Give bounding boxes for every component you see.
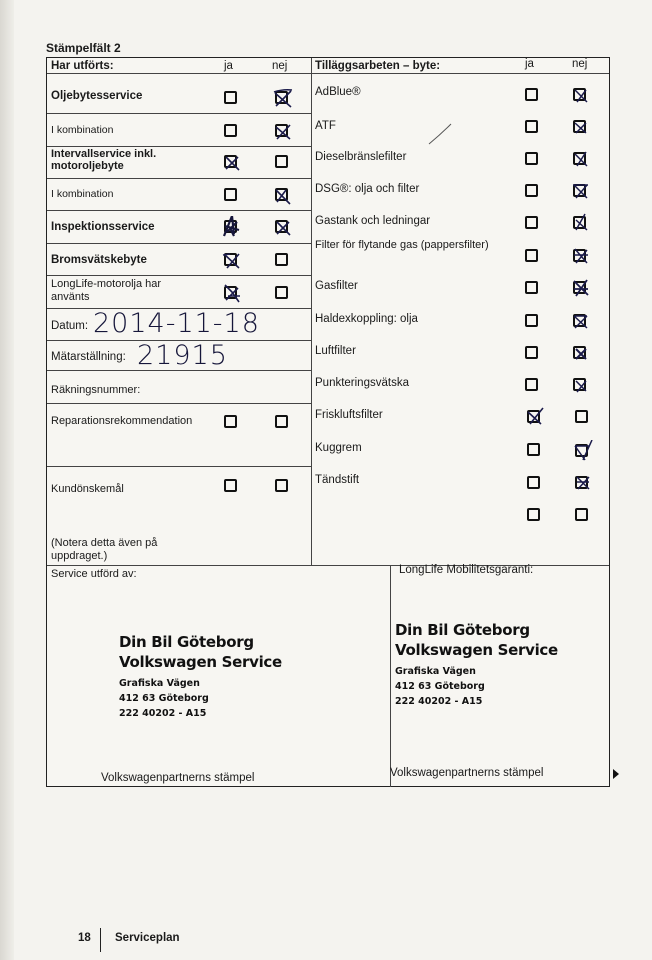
section-heading: Stämpelfält 2 <box>46 41 121 55</box>
check-mark-icon <box>222 249 242 271</box>
row-divider <box>47 466 311 467</box>
page-binding-edge <box>0 0 14 960</box>
checkbox-nej[interactable] <box>573 378 586 391</box>
checkbox-ja[interactable] <box>525 184 538 197</box>
checkbox-nej[interactable] <box>573 120 586 133</box>
pen-stroke-mark <box>427 122 455 146</box>
stamp-code: 222 40202 - A15 <box>119 708 207 719</box>
checkbox-ja[interactable] <box>525 152 538 165</box>
checkbox-ja[interactable] <box>224 253 237 266</box>
checkbox-ja[interactable] <box>525 249 538 262</box>
checkbox-nej[interactable] <box>573 216 586 229</box>
checkbox-ja[interactable] <box>527 410 540 423</box>
check-mark-icon <box>571 342 591 364</box>
header-divider <box>47 73 609 74</box>
checkbox-nej[interactable] <box>573 281 586 294</box>
row-label: Tändstift <box>315 474 360 486</box>
row-label: I kombination <box>51 124 114 136</box>
row-label: Gasfilter <box>315 280 358 292</box>
row-label: Filter för flytande gas (pappersfilter) <box>315 239 489 251</box>
checkbox-nej[interactable] <box>573 346 586 359</box>
check-mark-icon <box>571 212 591 234</box>
check-mark-icon <box>571 180 591 202</box>
row-label: ATF <box>315 120 336 132</box>
checkbox-nej[interactable] <box>575 444 588 457</box>
partner-stamp-caption-right: Volkswagenpartnerns stämpel <box>390 767 544 779</box>
stamp-brand: Volkswagen Service <box>119 653 282 671</box>
row-divider <box>47 146 311 147</box>
row-label: Haldexkoppling: olja <box>315 313 418 325</box>
check-mark-icon <box>273 216 293 238</box>
note-text: (Notera detta även på uppdraget.) <box>51 537 158 562</box>
matarstallning-handwritten-value: 21915 <box>137 340 228 371</box>
footer-section-label: Serviceplan <box>115 932 180 944</box>
row-divider <box>47 113 311 114</box>
checkbox-nej[interactable] <box>275 188 288 201</box>
checkbox-ja[interactable] <box>527 508 540 521</box>
checkbox-nej[interactable] <box>573 152 586 165</box>
check-mark-icon <box>571 148 591 170</box>
checkbox-ja[interactable] <box>525 314 538 327</box>
checkbox-nej[interactable] <box>275 220 288 233</box>
row-divider <box>47 403 311 404</box>
checkbox-nej[interactable] <box>275 253 288 266</box>
checkbox-ja[interactable] <box>525 346 538 359</box>
checkbox-nej[interactable] <box>275 415 288 428</box>
left-header-title: Har utförts: <box>51 60 114 72</box>
checkbox-ja[interactable] <box>525 88 538 101</box>
dealer-stamp-left <box>119 632 282 721</box>
row-divider <box>47 210 311 211</box>
row-label: DSG®: olja och filter <box>315 183 420 195</box>
check-mark-icon <box>222 216 242 238</box>
row-divider <box>47 178 311 179</box>
check-mark-icon <box>571 245 591 267</box>
datum-handwritten-value: 2014-11-18 <box>93 308 260 339</box>
kundonskemal-label: Kundönskemål <box>51 483 124 495</box>
checkbox-nej[interactable] <box>575 410 588 423</box>
checkbox-nej[interactable] <box>275 479 288 492</box>
check-mark-icon <box>571 374 591 396</box>
checkbox-ja[interactable] <box>527 443 540 456</box>
row-label: Punkteringsvätska <box>315 377 409 389</box>
stamp-code: 222 40202 - A15 <box>395 696 483 707</box>
checkbox-ja[interactable] <box>525 120 538 133</box>
check-mark-icon <box>222 282 242 304</box>
stamp-city: 412 63 Göteborg <box>119 693 209 704</box>
checkbox-ja[interactable] <box>224 415 237 428</box>
stamp-brand: Volkswagen Service <box>395 641 558 659</box>
check-mark-icon <box>571 84 591 106</box>
footer-divider <box>100 928 101 952</box>
rakningsnummer-label: Räkningsnummer: <box>51 384 141 396</box>
checkbox-nej[interactable] <box>573 184 586 197</box>
row-divider <box>47 243 311 244</box>
checkbox-nej[interactable] <box>575 476 588 489</box>
matarstallning-label: Mätarställning: <box>51 351 126 363</box>
stamp-street: Grafiska Vägen <box>119 678 200 689</box>
datum-label: Datum: <box>51 320 89 332</box>
check-mark-icon <box>273 120 293 142</box>
right-header-ja: ja <box>525 58 534 70</box>
checkbox-nej[interactable] <box>573 249 586 262</box>
row-label: I kombination <box>51 188 114 200</box>
longlife-guarantee-label: LongLife Mobilitetsgaranti: <box>399 564 534 576</box>
checkbox-nej[interactable] <box>275 124 288 137</box>
next-page-arrow-icon <box>613 769 619 779</box>
page-number: 18 <box>78 932 91 944</box>
checkbox-nej[interactable] <box>275 286 288 299</box>
check-mark-icon <box>273 184 293 206</box>
check-mark-icon <box>525 406 545 428</box>
checkbox-ja[interactable] <box>224 124 237 137</box>
row-label: Bromsvätskebyte <box>51 254 147 266</box>
left-header-ja: ja <box>224 60 233 72</box>
checkbox-ja[interactable] <box>527 476 540 489</box>
partner-stamp-caption-left: Volkswagenpartnerns stämpel <box>101 772 255 784</box>
row-label: Oljebytesservice <box>51 90 143 102</box>
checkbox-ja[interactable] <box>224 220 237 233</box>
stamp-street: Grafiska Vägen <box>395 666 476 677</box>
row-label: Kuggrem <box>315 442 362 454</box>
row-label: Inspektionsservice <box>51 221 155 233</box>
check-mark-icon <box>573 440 593 462</box>
reparationsrekommendation-label: Reparationsrekommendation <box>51 415 193 427</box>
check-mark-icon <box>571 116 591 138</box>
row-label: Intervallservice inkl. motoroljebyte <box>51 148 157 172</box>
right-header-title: Tilläggsarbeten – byte: <box>315 60 441 72</box>
checkbox-nej[interactable] <box>275 155 288 168</box>
checkbox-ja[interactable] <box>224 479 237 492</box>
checkbox-ja[interactable] <box>525 281 538 294</box>
checkbox-ja[interactable] <box>525 216 538 229</box>
bottom-column-divider <box>390 565 391 787</box>
check-mark-icon <box>571 277 591 299</box>
row-label: Gastank och ledningar <box>315 215 431 227</box>
right-header-nej: nej <box>572 58 588 70</box>
checkbox-ja[interactable] <box>224 155 237 168</box>
dealer-stamp-right <box>395 620 558 709</box>
checkbox-nej[interactable] <box>573 88 586 101</box>
stamp-dealer-name: Din Bil Göteborg <box>395 621 530 639</box>
row-label: Luftfilter <box>315 345 356 357</box>
column-divider <box>311 58 312 565</box>
checkbox-nej[interactable] <box>573 314 586 327</box>
checkbox-nej[interactable] <box>575 508 588 521</box>
check-mark-icon <box>273 87 293 109</box>
row-label: AdBlue® <box>315 86 361 98</box>
check-mark-icon <box>573 472 593 494</box>
stamp-form <box>46 57 610 787</box>
service-utford-av-label: Service utförd av: <box>51 568 137 580</box>
checkbox-ja[interactable] <box>224 286 237 299</box>
row-label: LongLife-motorolja har använts <box>51 278 162 303</box>
row-label: Friskluftsfilter <box>315 409 383 421</box>
check-mark-icon <box>571 310 591 332</box>
checkbox-ja[interactable] <box>224 188 237 201</box>
check-mark-icon <box>222 151 242 173</box>
row-divider <box>47 275 311 276</box>
checkbox-ja[interactable] <box>525 378 538 391</box>
checkbox-ja[interactable] <box>224 91 237 104</box>
checkbox-nej[interactable] <box>275 91 288 104</box>
stamp-city: 412 63 Göteborg <box>395 681 485 692</box>
row-label: Dieselbränslefilter <box>315 151 407 163</box>
stamp-dealer-name: Din Bil Göteborg <box>119 633 254 651</box>
left-header-nej: nej <box>272 60 288 72</box>
